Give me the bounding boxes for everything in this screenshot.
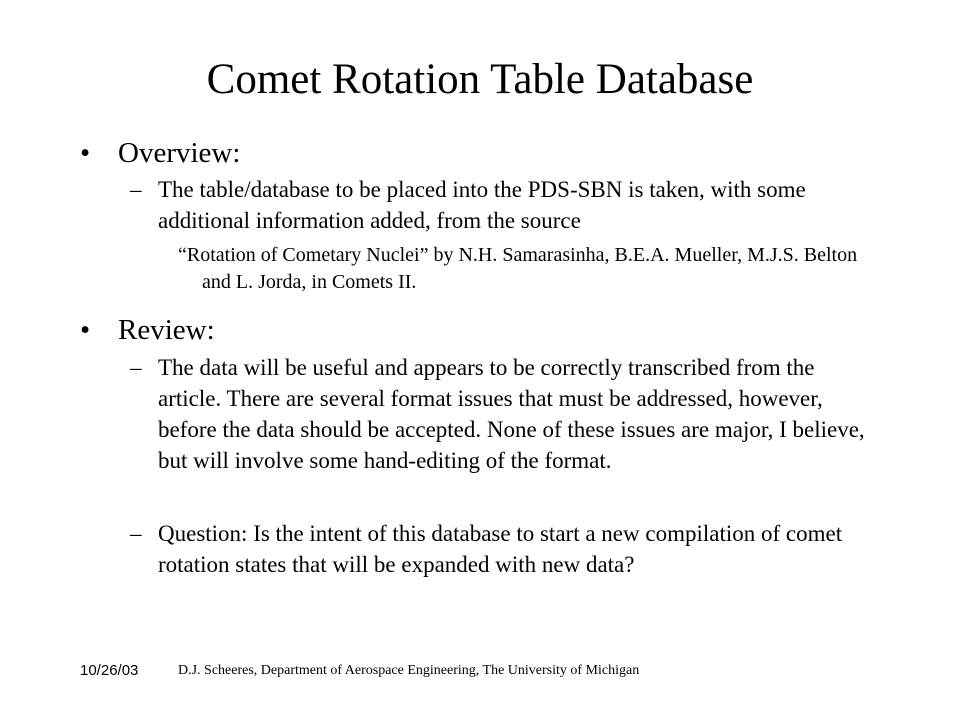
dash-marker: – <box>130 521 142 546</box>
slide-title: Comet Rotation Table Database <box>206 56 754 103</box>
review-sub-text-1: The data will be useful and appears to be correctly transcribed from the article. There are several format issues that must be addressed, however, before the data should be accepted. None of these issues are major, I believe, but will involve some hand-editing of the format. <box>158 355 865 473</box>
dash-marker: – <box>130 355 142 380</box>
citation-text: “Rotation of Cometary Nuclei” by N.H. Samarasinha, B.E.A. Mueller, M.J.S. Belton and L. Jorda, in Comets II. <box>178 244 858 293</box>
review-sub-text-2: Question: Is the intent of this database to start a new compilation of comet rotation states that will be expanded with new data? <box>158 521 843 577</box>
overview-sub-item <box>130 174 870 236</box>
bullet-heading-review: Review: <box>118 314 215 346</box>
bullet-marker: • <box>80 314 91 346</box>
bullet-marker: • <box>80 137 91 169</box>
bullet-heading-overview: Overview: <box>118 137 241 169</box>
dash-marker: – <box>130 177 142 202</box>
overview-sub-text: The table/database to be placed into the PDS-SBN is taken, with some additional information added, from the source <box>158 177 806 233</box>
footer-date: 10/26/03 <box>80 662 139 679</box>
footer-credit: D.J. Scheeres, Department of Aerospace Engineering, The University of Michigan <box>178 663 640 678</box>
overview-citation <box>178 242 878 296</box>
review-sub-item-2 <box>130 518 870 580</box>
review-sub-item-1 <box>130 352 870 476</box>
